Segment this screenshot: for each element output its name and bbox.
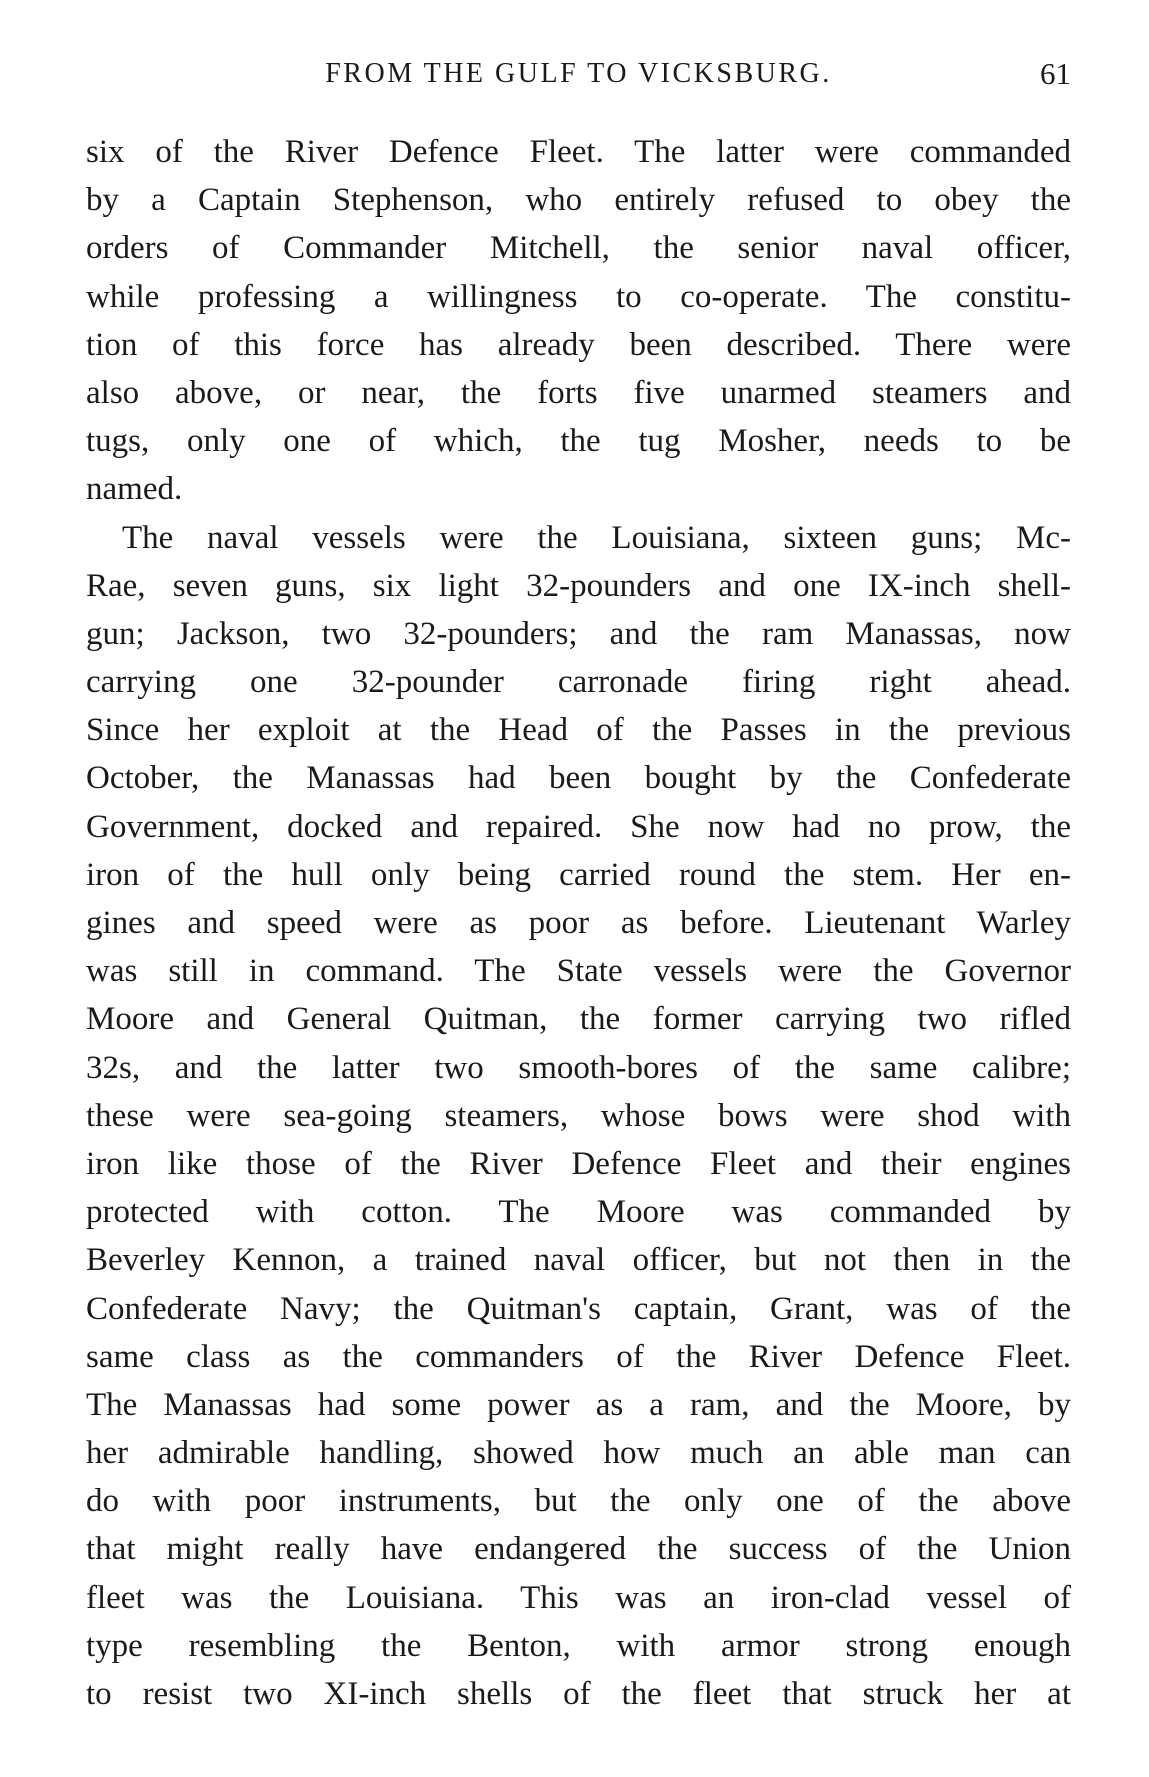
page-number: 61 [1040, 56, 1071, 91]
running-header [86, 52, 1071, 96]
text-line: was still in command. The State vessels were the Governor [86, 953, 1071, 990]
text-line: Confederate Navy; the Quitman's captain, Grant, was of the [86, 1290, 1071, 1327]
text-line: same class as the commanders of the River Defence Fleet. [86, 1338, 1071, 1375]
text-line: also above, or near, the forts five unarmed steamers and [86, 374, 1071, 411]
text-line: iron of the hull only being carried round the stem. Her en- [86, 856, 1071, 893]
text-line: gines and speed were as poor as before. Lieutenant Warley [86, 905, 1071, 941]
text-line: carrying one 32-pounder carronade firing right ahead. [86, 664, 1071, 701]
text-line: Beverley Kennon, a trained naval officer, but not then in the [86, 1242, 1071, 1279]
text-line: orders of Commander Mitchell, the senior naval officer, [86, 230, 1071, 267]
text-line: named. [86, 471, 183, 508]
text-line: tion of this force has already been described. There were [86, 326, 1071, 363]
text-line: fleet was the Louisiana. This was an iron-clad vessel of [86, 1579, 1071, 1616]
text-line: 32s, and the latter two smooth-bores of the same calibre; [86, 1049, 1071, 1086]
text-line: to resist two XI-inch shells of the fleet that struck her at [86, 1676, 1071, 1712]
text-line: The naval vessels were the Louisiana, sixteen guns; Mc- [122, 519, 1071, 556]
text-line: while professing a willingness to co-operate. The constitu- [86, 278, 1071, 315]
text-line: October, the Manassas had been bought by the Confederate [86, 760, 1071, 797]
text-line: her admirable handling, showed how much an able man can [86, 1435, 1071, 1472]
text-line: these were sea-going steamers, whose bows were shod with [86, 1097, 1071, 1134]
body-text [86, 128, 1071, 1718]
text-line: iron like those of the River Defence Fleet and their engines [86, 1145, 1071, 1182]
text-line: tugs, only one of which, the tug Mosher, needs to be [86, 423, 1071, 460]
running-title: FROM THE GULF TO VICKSBURG. [325, 58, 832, 89]
text-line: by a Captain Stephenson, who entirely refused to obey the [86, 182, 1071, 219]
text-line: that might really have endangered the success of the Union [86, 1531, 1071, 1568]
paragraph-1 [86, 128, 1071, 514]
text-line: six of the River Defence Fleet. The latter were commanded [86, 134, 1071, 170]
text-line: Rae, seven guns, six light 32-pounders and one IX-inch shell- [86, 567, 1071, 604]
text-line: The Manassas had some power as a ram, and the Moore, by [86, 1386, 1071, 1423]
text-line: do with poor instruments, but the only one of the above [86, 1483, 1071, 1520]
text-line: gun; Jackson, two 32-pounders; and the ram Manassas, now [86, 615, 1071, 652]
text-line: protected with cotton. The Moore was commanded by [86, 1194, 1071, 1231]
paragraph-2 [86, 514, 1071, 1719]
text-line: Government, docked and repaired. She now had no prow, the [86, 808, 1071, 845]
text-line: Since her exploit at the Head of the Passes in the previous [86, 712, 1071, 749]
text-line: type resembling the Benton, with armor strong enough [86, 1627, 1071, 1664]
text-line: Moore and General Quitman, the former carrying two rifled [86, 1001, 1071, 1038]
